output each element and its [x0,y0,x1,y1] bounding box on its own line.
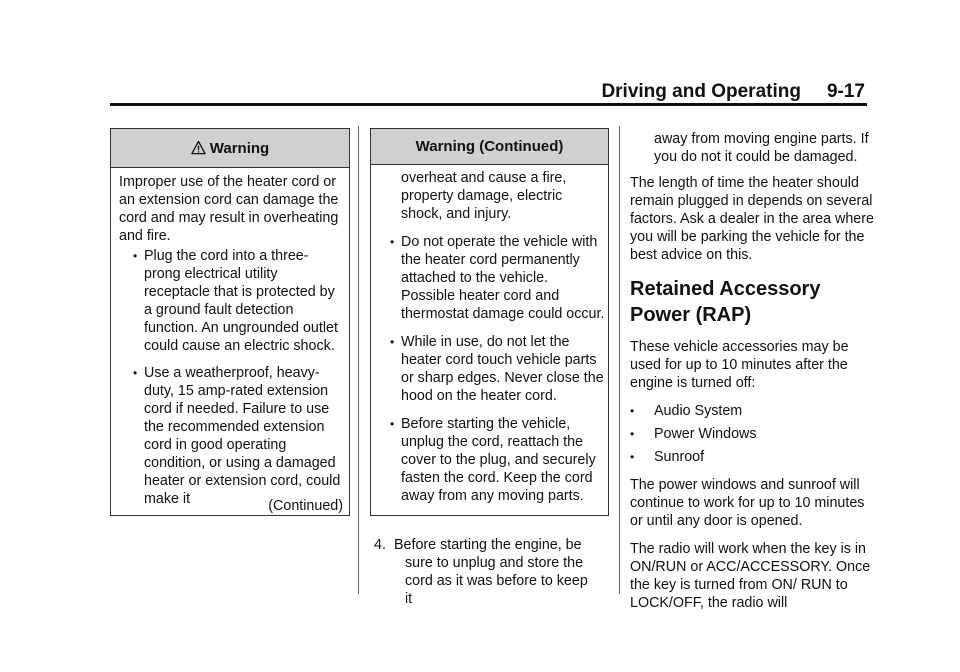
bullet: • [390,235,395,249]
list-item: • While in use, do not let the heater cord touch vehicle parts or sharp edges. Never close the hood on the heater cord. [390,334,604,404]
bullet: • [390,417,395,431]
bullet: • [390,335,395,349]
list-item: • Do not operate the vehicle with the heater cord permanently attached to the vehicle. Possible heater cord and thermostat damage could occur. [390,234,605,322]
step-4 [374,536,594,608]
step-number: 4. [374,537,386,553]
page-header [110,80,865,104]
warning-icon [191,140,206,155]
warning-continuation: overheat and cause a fire, property damage, electric shock, and injury. [401,170,567,222]
warning-title: Warning [209,140,270,157]
bullet: • [133,249,138,263]
warning-header [111,129,349,168]
page-number: 9-17 [826,81,865,102]
section-heading: Retained Accessory Power (RAP) [630,278,821,326]
bullet: • [630,450,635,464]
bullet: • [630,427,635,441]
continued-label: (Continued) [268,498,343,514]
section-title: Driving and Operating [601,81,801,102]
bullet: • [133,366,138,380]
step-text-line1: Before starting the engine, be [394,537,582,553]
step-continuation: away from moving engine parts. If you do not it could be damaged. [654,131,869,165]
warning-intro: Improper use of the heater cord or an extension cord can damage the cord and may result in overheating and fire. [119,174,339,244]
step-text: sure to unplug and store the cord as it was before to keep it [405,555,588,607]
paragraph-rap: These vehicle accessories may be used for up to 10 minutes after the engine is turned off: [630,339,849,391]
warning-bullets [133,247,344,508]
list-item: • Use a weatherproof, heavy-duty, 15 amp-rated extension cord if needed. Failure to use the recommended extension cord in good operating condition, or using a damaged heater or extension cord, could make it [133,365,341,507]
column-divider-2 [619,126,620,594]
list-item: • Power Windows [630,426,757,442]
warning-box-1 [110,128,350,516]
column-divider-1 [358,126,359,594]
right-column [630,130,875,622]
header-rule [110,103,867,106]
list-item: • Before starting the vehicle, unplug the cord, reattach the cover to the plug, and securely fasten the cord. Keep the cord away from any moving parts. [390,416,596,504]
list-item: • Audio System [630,403,743,419]
list-item: • Plug the cord into a three-prong electrical utility receptacle that is protected by a ground fault detection function. An ungrounded outlet could cause an electric shock. [133,248,338,354]
list-item: • Sunroof [630,449,705,465]
warning-header: Warning (Continued) [371,129,608,165]
paragraph-radio: The radio will work when the key is in ON/RUN or ACC/ACCESSORY. Once the key is turned from ON/ RUN to LOCK/OFF, the radio will [630,541,871,611]
paragraph-windows: The power windows and sunroof will continue to work for up to 10 minutes or until any door is opened. [630,477,865,529]
paragraph-heater-time: The length of time the heater should remain plugged in depends on several factors. Ask a dealer in the area where you will be parking the vehicle for the best advice on this. [630,175,874,263]
bullet: • [630,404,635,418]
warning-bullets [390,169,606,515]
warning-box-2 [370,128,609,516]
